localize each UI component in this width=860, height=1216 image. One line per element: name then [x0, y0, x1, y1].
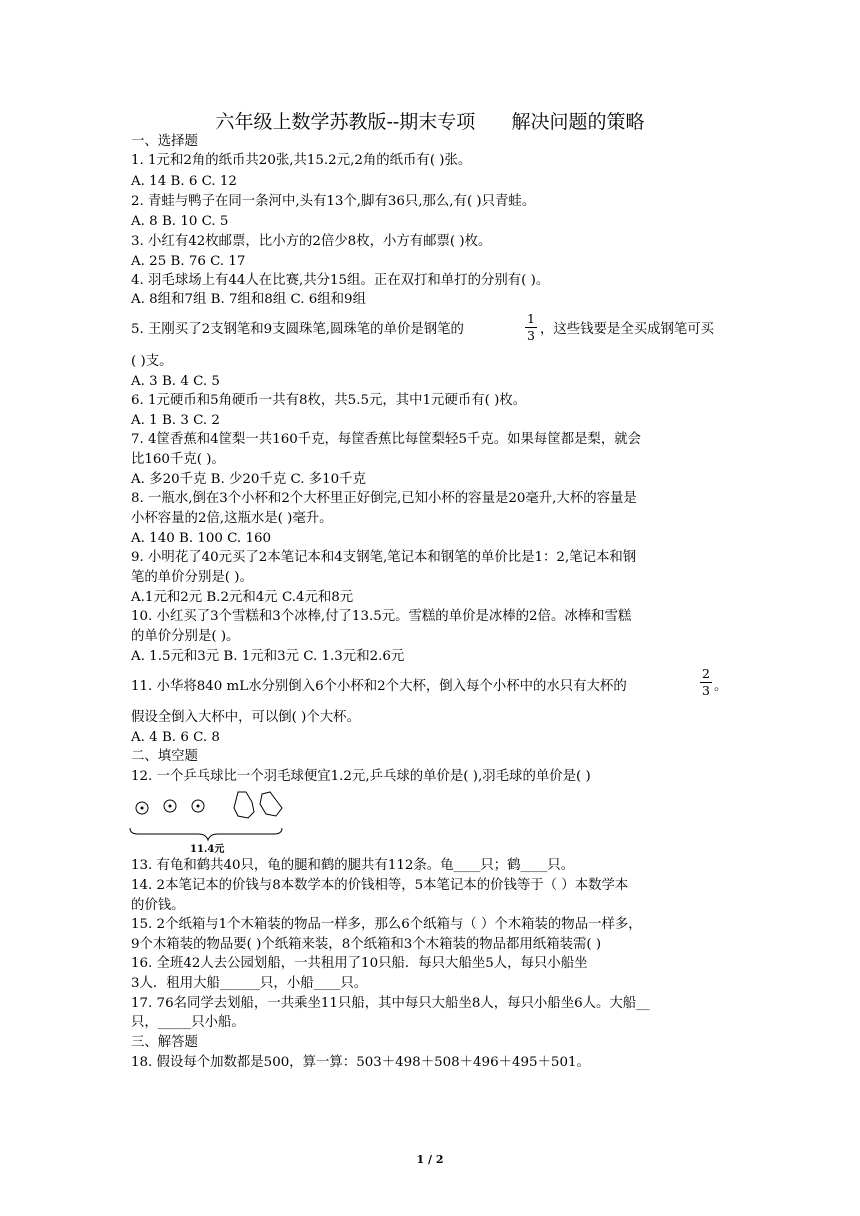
question-3: 3. 小红有42枚邮票，比小方的2倍少8枚，小方有邮票( )枚。	[131, 234, 492, 249]
question-11-end: 。	[714, 679, 728, 694]
question-2: 2. 青蛙与鸭子在同一条河中,头有13个,脚有36只,那么,有( )只青蛙。	[131, 194, 536, 209]
section-fill: 二、填空题	[131, 749, 198, 764]
question-7-line2: 比160千克( )。	[131, 452, 225, 467]
question-8-line1: 8. 一瓶水,倒在3个小杯和2个大杯里正好倒完,已知小杯的容量是20毫升,大杯的容量是	[131, 491, 637, 506]
question-7-line1: 7. 4筐香蕉和4筐梨一共160千克，每筐香蕉比每筐梨轻5千克。如果每筐都是梨，就会	[131, 432, 642, 447]
balls-diagram	[126, 786, 286, 856]
question-9-line2: 笔的单价分别是( )。	[131, 570, 253, 585]
question-13: 13. 有龟和鹤共40只，龟的腿和鹤的腿共有112条。龟____只；鹤____只。	[131, 858, 575, 873]
fraction-bar	[700, 682, 712, 683]
question-14-line2: 的价钱。	[131, 898, 185, 913]
question-5-part3: ( )支。	[131, 354, 173, 369]
ping-pong-ball-icon	[136, 800, 204, 814]
question-10-line2: 的单价分别是( )。	[131, 629, 240, 644]
fraction-denominator: 3	[527, 328, 535, 343]
options-3: A. 25 B. 76 C. 17	[131, 254, 246, 269]
fraction-two-thirds	[699, 667, 713, 698]
options-7: A. 多20千克 B. 少20千克 C. 多10千克	[131, 472, 366, 487]
options-10: A. 1.5元和3元 B. 1元和3元 C. 1.3元和2.6元	[131, 649, 405, 664]
question-6: 6. 1元硬币和5角硬币一共有8枚，共5.5元，其中1元硬币有( )枚。	[131, 393, 527, 408]
options-6: A. 1 B. 3 C. 2	[131, 413, 220, 428]
question-8-line2: 小杯容量的2倍,这瓶水是( )毫升。	[131, 511, 333, 526]
question-11-line1: 11. 小华将840 mL水分别倒入6个小杯和2个大杯，倒入每个小杯中的水只有大杯的	[131, 679, 627, 694]
brace-label: 11.4元	[190, 844, 225, 855]
fraction-denominator: 3	[702, 683, 710, 698]
fraction-bar	[525, 327, 537, 328]
question-9-line1: 9. 小明花了40元买了2本笔记本和4支钢笔,笔记本和钢笔的单价比是1：2,笔记本和钢	[131, 550, 637, 565]
question-18: 18. 假设每个加数都是500，算一算：503＋498＋508＋496＋495＋501。	[131, 1055, 590, 1070]
fraction-numerator: 2	[702, 666, 710, 681]
question-1: 1. 1元和2角的纸币共20张,共15.2元,2角的纸币有( )张。	[131, 153, 472, 168]
page-title: 六年级上数学苏教版--期末专项 解决问题的策略	[215, 111, 645, 133]
question-17-line2: 只，_____只小船。	[131, 1015, 245, 1030]
question-12: 12. 一个乒乓球比一个羽毛球便宜1.2元,乒乓球的单价是( ),羽毛球的单价是( )	[131, 769, 591, 784]
fraction-one-third	[524, 312, 538, 343]
options-1: A. 14 B. 6 C. 12	[131, 174, 237, 189]
options-2: A. 8 B. 10 C. 5	[131, 214, 229, 229]
question-15-line1: 15. 2个纸箱与1个木箱装的物品一样多，那么6个纸箱与（ ）个木箱装的物品一样多，	[131, 917, 642, 932]
fraction-numerator: 1	[527, 311, 535, 326]
question-11-line2: 假设全倒入大杯中，可以倒( )个大杯。	[131, 710, 360, 725]
question-5-part1: 5. 王刚买了2支钢笔和9支圆珠笔,圆珠笔的单价是钢笔的	[131, 322, 464, 337]
brace-icon	[130, 828, 282, 840]
options-4: A. 8组和7组 B. 7组和8组 C. 6组和9组	[131, 292, 366, 307]
section-choice: 一、选择题	[131, 134, 198, 149]
section-answer: 三、解答题	[131, 1035, 198, 1050]
options-8: A. 140 B. 100 C. 160	[131, 531, 272, 546]
shuttlecock-icon	[234, 792, 282, 818]
question-17-line1: 17. 76名同学去划船，一共乘坐11只船，其中每只大船坐8人，每只小船坐6人。大船__	[131, 996, 650, 1011]
options-11: A. 4 B. 6 C. 8	[131, 730, 220, 745]
question-16-line1: 16. 全班42人去公园划船，一共租用了10只船．每只大船坐5人，每只小船坐	[131, 956, 588, 971]
question-10-line1: 10. 小红买了3个雪糕和3个冰棒,付了13.5元。雪糕的单价是冰棒的2倍。冰棒和雪糕	[131, 609, 632, 624]
question-16-line2: 3人．租用大船______只，小船____只。	[131, 976, 368, 991]
question-4: 4. 羽毛球场上有44人在比赛,共分15组。正在双打和单打的分别有( )。	[131, 273, 550, 288]
question-15-line2: 9个木箱装的物品要( )个纸箱来装，8个纸箱和3个木箱装的物品都用纸箱装需( )	[131, 937, 602, 952]
options-9: A.1元和2元 B.2元和4元 C.4元和8元	[131, 590, 354, 605]
page-number: 1 / 2	[416, 1153, 444, 1166]
options-5: A. 3 B. 4 C. 5	[131, 374, 220, 389]
question-14-line1: 14. 2本笔记本的价钱与8本数学本的价钱相等，5本笔记本的价钱等于（ ）本数学本	[131, 878, 629, 893]
question-5-part2: ，这些钱要是全买成钢笔可买	[540, 322, 715, 337]
